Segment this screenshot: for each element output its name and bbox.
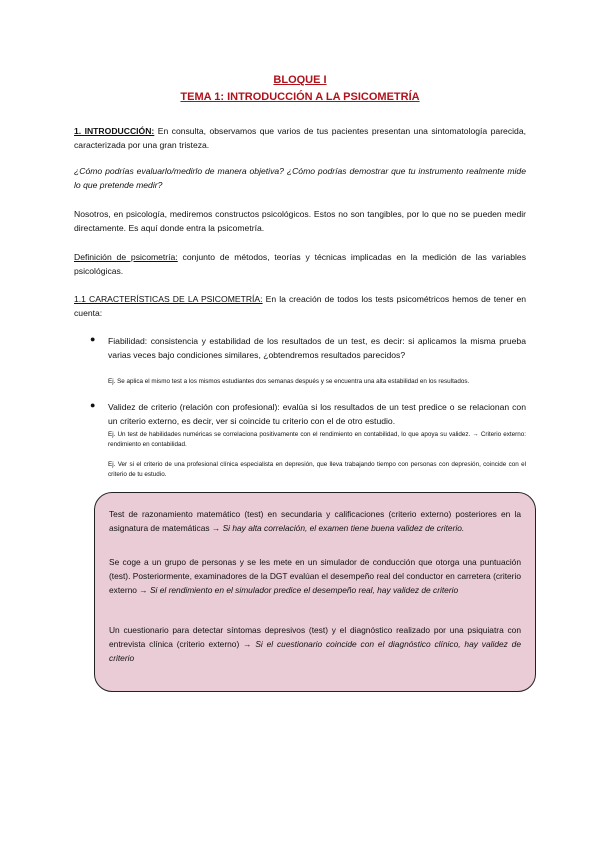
- intro-paragraph: [74, 124, 526, 152]
- block-title: BLOQUE I: [273, 74, 327, 86]
- definition-label: Definición de psicometría:: [74, 252, 178, 262]
- section-1-1-text: En la creación de todos los tests psicométricos hemos de tener en cuenta:: [74, 294, 526, 318]
- box-example-1: [109, 507, 521, 535]
- intro-text: En consulta, observamos que varios de tus pacientes presentan una sintomatología parecida, caracterizada por una gran tristeza.: [74, 126, 526, 150]
- box-example-1-text: Test de razonamiento matemático (test) en secundaria y calificaciones (criterio externo) posteriores en la asignatura de matemáticas →: [109, 509, 521, 533]
- validez-example-2: [108, 460, 526, 480]
- fiabilidad-text: Fiabilidad: consistencia y estabilidad de los resultados de un test, es decir: si aplicamos la misma prueba varias veces bajo condiciones similares, ¿obtendremos resultados parecidos?: [108, 336, 526, 360]
- intro-label: 1. INTRODUCCIÓN:: [74, 126, 155, 136]
- section-1-1-label: 1.1 CARACTERÍSTICAS DE LA PSICOMETRÍA:: [74, 294, 263, 304]
- validez-example-1-text: Ej. Un test de habilidades numéricas se correlaciona positivamente con el rendimiento en contabilidad, lo que apoya su validez. → Criterio externo: rendimiento en contabilidad.: [108, 431, 526, 448]
- box-example-2-text: Se coge a un grupo de personas y se les mete en un simulador de conducción que otorga una puntuación (test). Posteriormente, examinadores de la DGT evalúan el desempeño real del conductor en carretera (criterio externo →: [109, 557, 521, 595]
- validez-example-1: [108, 430, 526, 450]
- intro-question: [74, 164, 526, 192]
- bullet-icon: ●: [90, 400, 96, 410]
- box-example-3-italic: Si el cuestionario coincide con el diagnóstico clínico, hay validez de criterio: [109, 639, 521, 663]
- bullet-validez: [108, 400, 526, 428]
- box-example-3: [109, 623, 521, 665]
- box-example-3-text: Un cuestionario para detectar síntomas depresivos (test) y el diagnóstico realizado por una psiquiatra con entrevista clínica (criterio externo) →: [109, 625, 521, 649]
- fiabilidad-example: [108, 377, 526, 387]
- box-example-2-italic: Si el rendimiento en el simulador predice el desempeño real, hay validez de criterio: [149, 585, 459, 595]
- validez-text: Validez de criterio (relación con profesional): evalúa si los resultados de un test predice o se relacionan con un criterio externo, es decir, ver si coincide tu criterio con el de otro estudio.: [108, 402, 526, 426]
- examples-box: [94, 492, 536, 692]
- theme-title: TEMA 1: INTRODUCCIÓN A LA PSICOMETRÍA: [180, 91, 420, 103]
- definition-text: conjunto de métodos, teorías y técnicas implicadas en la medición de las variables psicológicas.: [74, 252, 526, 276]
- bullet-icon: ●: [90, 334, 96, 344]
- box-example-2: [109, 555, 521, 597]
- definition-paragraph: [74, 250, 526, 278]
- constructs-text: Nosotros, en psicología, mediremos constructos psicológicos. Estos no son tangibles, por lo que no se pueden medir directamente. Es aquí donde entra la psicometría.: [74, 209, 526, 233]
- constructs-paragraph: [74, 207, 526, 235]
- box-example-1-italic: Si hay alta correlación, el examen tiene buena validez de criterio.: [222, 523, 465, 533]
- question-text: ¿Cómo podrías evaluarlo/medirlo de manera objetiva? ¿Cómo podrías demostrar que tu instrumento realmente mide lo que pretende medir?: [74, 166, 526, 190]
- validez-example-2-text: Ej. Ver si el criterio de una profesional clínica especialista en depresión, que lleva trabajando tiempo con personas con depresión, coincide con el criterio de tu estudio.: [108, 461, 526, 478]
- section-1-1-paragraph: [74, 292, 526, 320]
- bullet-fiabilidad: [108, 334, 526, 362]
- fiabilidad-example-text: Ej. Se aplica el mismo test a los mismos estudiantes dos semanas después y se encuentra una alta estabilidad en los resultados.: [108, 378, 470, 385]
